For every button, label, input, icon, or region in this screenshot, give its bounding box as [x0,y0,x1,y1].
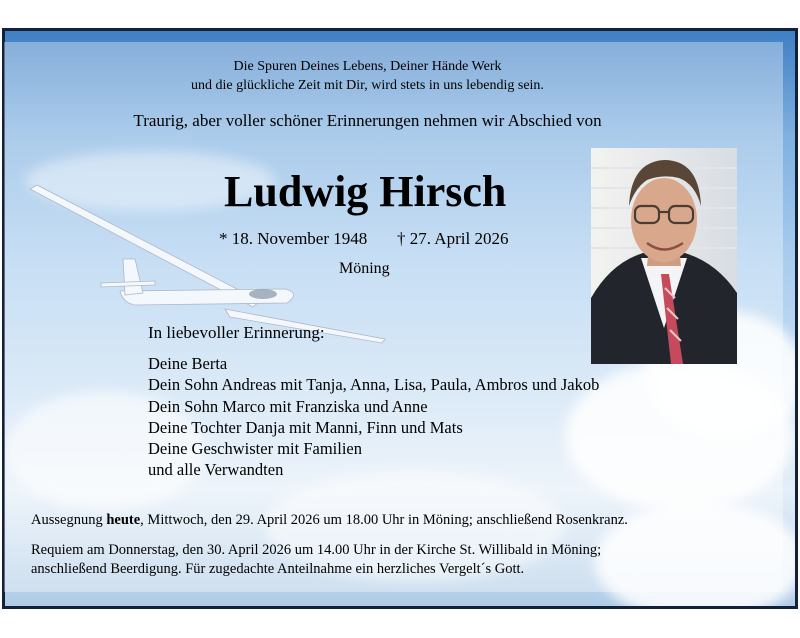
mourner-line: Dein Sohn Marco mit Franziska und Anne [148,396,428,416]
mourners-list [148,353,599,481]
announcement-blessing-text: , Mittwoch, den 29. April 2026 um 18.00 Uhr in Möning; anschließend Rosenkranz. [140,512,628,528]
mourner-line: Deine Geschwister mit Familien [148,439,362,459]
announcement-today: heute [106,512,141,528]
deceased-name: Ludwig Hirsch [224,167,507,216]
mourner-line: Deine Berta [148,354,228,373]
verse-line-1: Die Spuren Deines Lebens, Deiner Hände Werk [233,59,502,74]
announcement-requiem-line-2: anschließend Beerdigung. Für zugedachte Anteilnahme ein herzliches Vergelt´s Gott. [31,561,525,577]
hometown: Möning [339,260,390,277]
mourner-line: Dein Sohn Andreas mit Tanja, Anna, Lisa, Paula, Ambros und Jakob [148,375,600,395]
birth-date: * 18. November 1948 [219,229,368,248]
mourner-line: und alle Verwandten [148,460,284,480]
memory-heading: In liebevoller Erinnerung: [148,323,325,342]
announcement-blessing-text: Aussegnung [31,512,107,528]
death-date: † 27. April 2026 [397,229,509,248]
announcement-requiem-line-1: Requiem am Donnerstag, den 30. April 2026 um 14.00 Uhr in der Kirche St. Willibald in Möning; [31,542,602,558]
portrait-image-icon [591,148,737,364]
intro-text: Traurig, aber voller schöner Erinnerungen nehmen wir Abschied von [133,111,602,130]
mourner-line: Deine Tochter Danja mit Manni, Finn und Mats [148,417,463,437]
verse-line-2: und die glückliche Zeit mit Dir, wird stets in uns lebendig sein. [191,78,544,93]
portrait-photo [591,148,737,364]
announcement-blessing [31,512,628,529]
